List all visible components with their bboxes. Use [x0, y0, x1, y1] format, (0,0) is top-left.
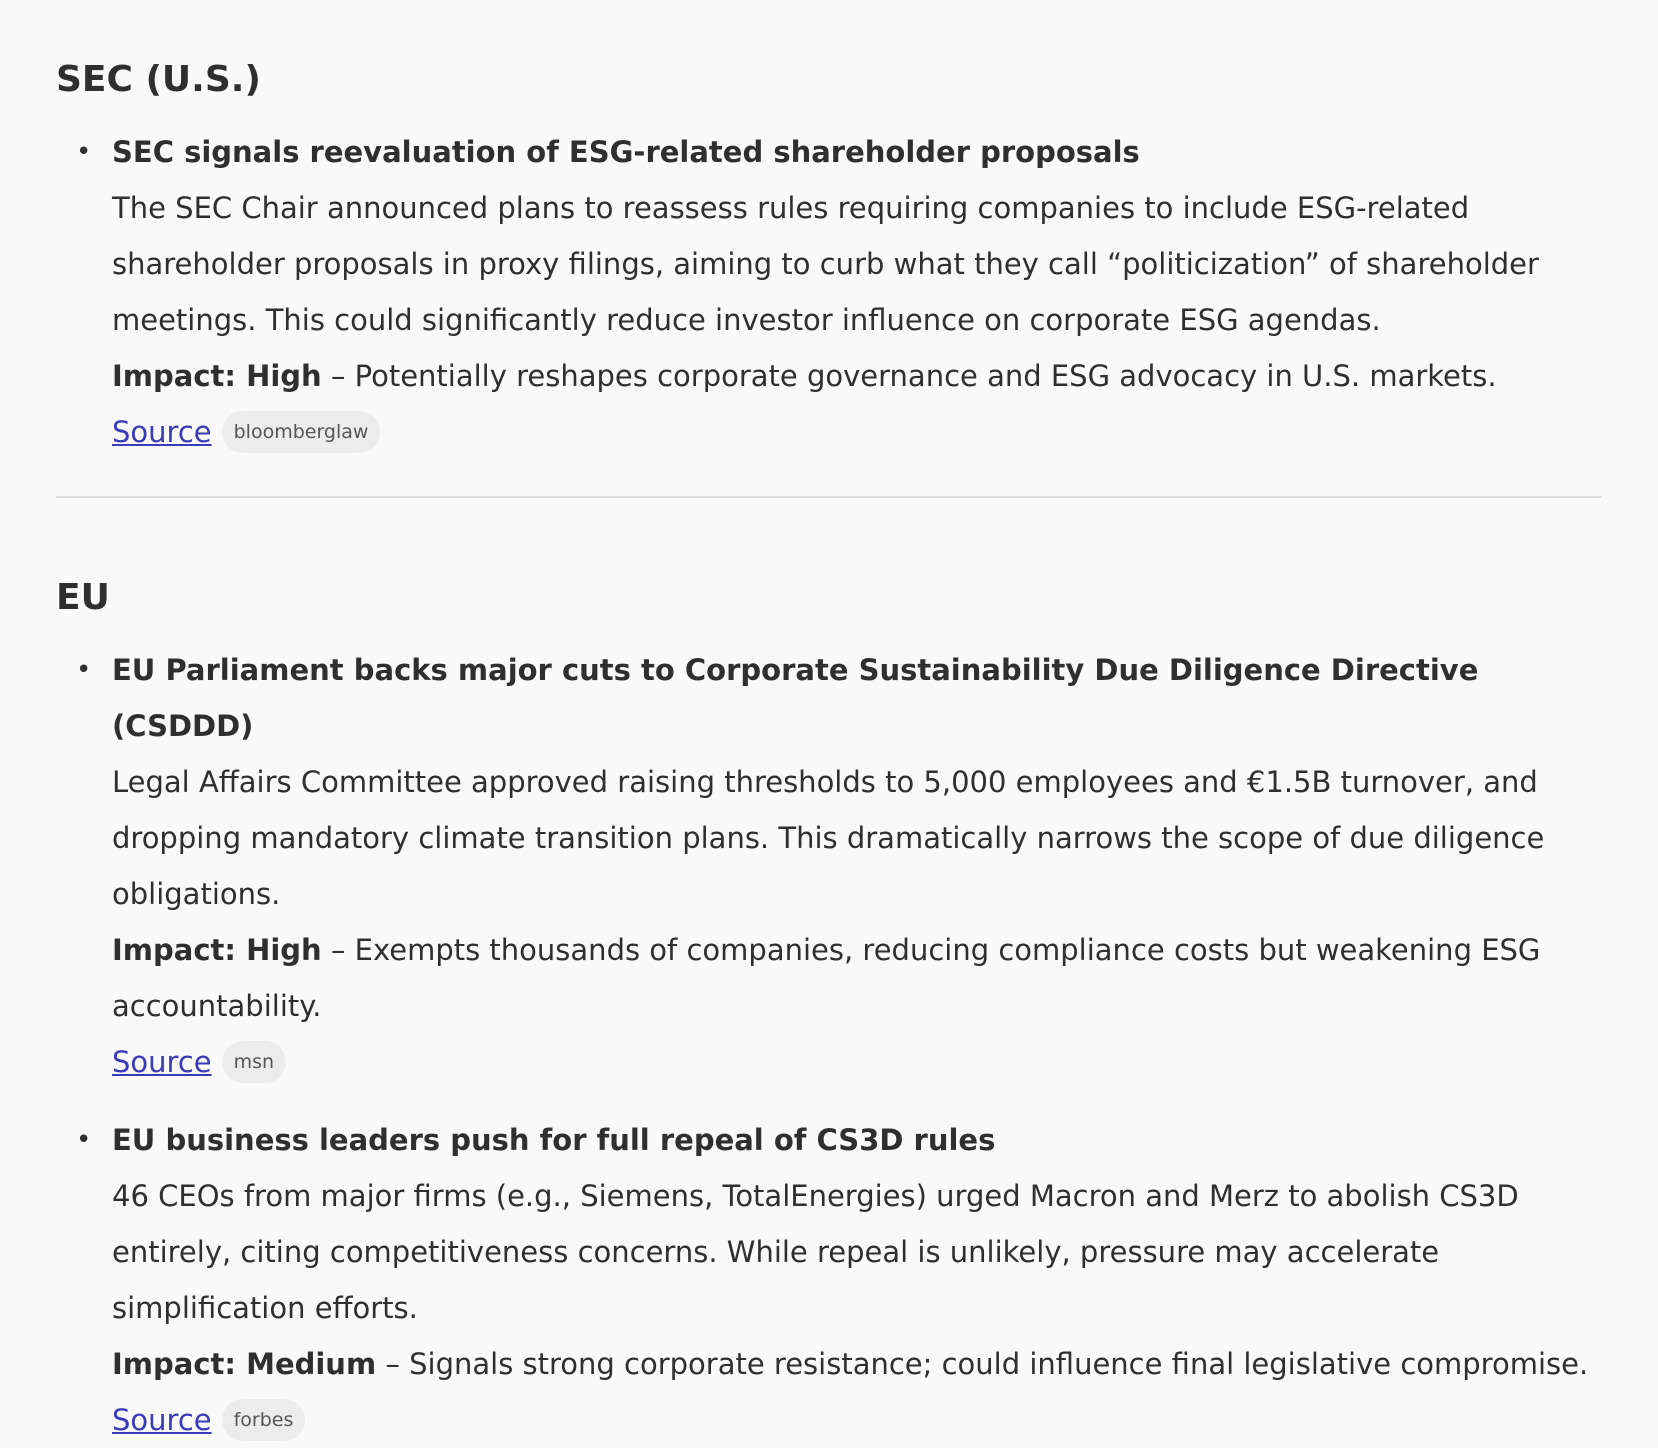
source-line [112, 1392, 1602, 1448]
impact-label: Impact: High [112, 359, 322, 393]
source-badge[interactable]: msn [222, 1041, 286, 1083]
section-sec [56, 48, 1602, 460]
list-item [56, 1112, 1602, 1448]
impact-line [112, 922, 1602, 1034]
source-link[interactable]: Source [112, 1045, 212, 1079]
item-title: EU business leaders push for full repeal of CS3D rules [112, 1123, 996, 1157]
impact-label: Impact: Medium [112, 1347, 377, 1381]
source-badge[interactable]: forbes [222, 1399, 306, 1441]
section-heading: SEC (U.S.) [56, 59, 261, 100]
item-title: SEC signals reevaluation of ESG-related shareholder proposals [112, 135, 1140, 169]
bullet-icon: • [76, 655, 92, 685]
list-item [56, 124, 1602, 460]
item-body: 46 CEOs from major firms (e.g., Siemens, TotalEnergies) urged Macron and Merz to abolish CS3D entirely, citing competitiveness concerns. While repeal is unlikely, pressure may accelerate simplification efforts. [112, 1179, 1519, 1325]
impact-text: – Potentially reshapes corporate governance and ESG advocacy in U.S. markets. [321, 359, 1497, 393]
list-item [56, 642, 1602, 1090]
source-line [112, 1034, 1602, 1090]
news-list [56, 642, 1602, 1448]
section-heading: EU [56, 577, 110, 618]
bullet-icon: • [76, 1125, 92, 1155]
bullet-icon: • [76, 137, 92, 167]
impact-text: – Exempts thousands of companies, reducing compliance costs but weakening ESG accountability. [112, 933, 1541, 1023]
item-body: Legal Affairs Committee approved raising thresholds to 5,000 employees and €1.5B turnover, and dropping mandatory climate transition plans. This dramatically narrows the scope of due diligence obligations. [112, 765, 1545, 911]
impact-line [112, 348, 1602, 404]
source-link[interactable]: Source [112, 415, 212, 449]
news-list [56, 124, 1602, 460]
item-title: EU Parliament backs major cuts to Corporate Sustainability Due Diligence Directive (CSDDD) [112, 653, 1479, 743]
section-divider [56, 496, 1602, 498]
source-badge[interactable]: bloomberglaw [222, 411, 381, 453]
impact-text: – Signals strong corporate resistance; could influence final legislative compromise. [376, 1347, 1589, 1381]
section-eu [56, 566, 1602, 1448]
item-body: The SEC Chair announced plans to reassess rules requiring companies to include ESG-related shareholder proposals in proxy filings, aiming to curb what they call “politicization” of shareholder meetings. This could significantly reduce investor influence on corporate ESG agendas. [112, 191, 1539, 337]
source-link[interactable]: Source [112, 1403, 212, 1437]
impact-label: Impact: High [112, 933, 322, 967]
impact-line [112, 1336, 1602, 1392]
source-line [112, 404, 1602, 460]
